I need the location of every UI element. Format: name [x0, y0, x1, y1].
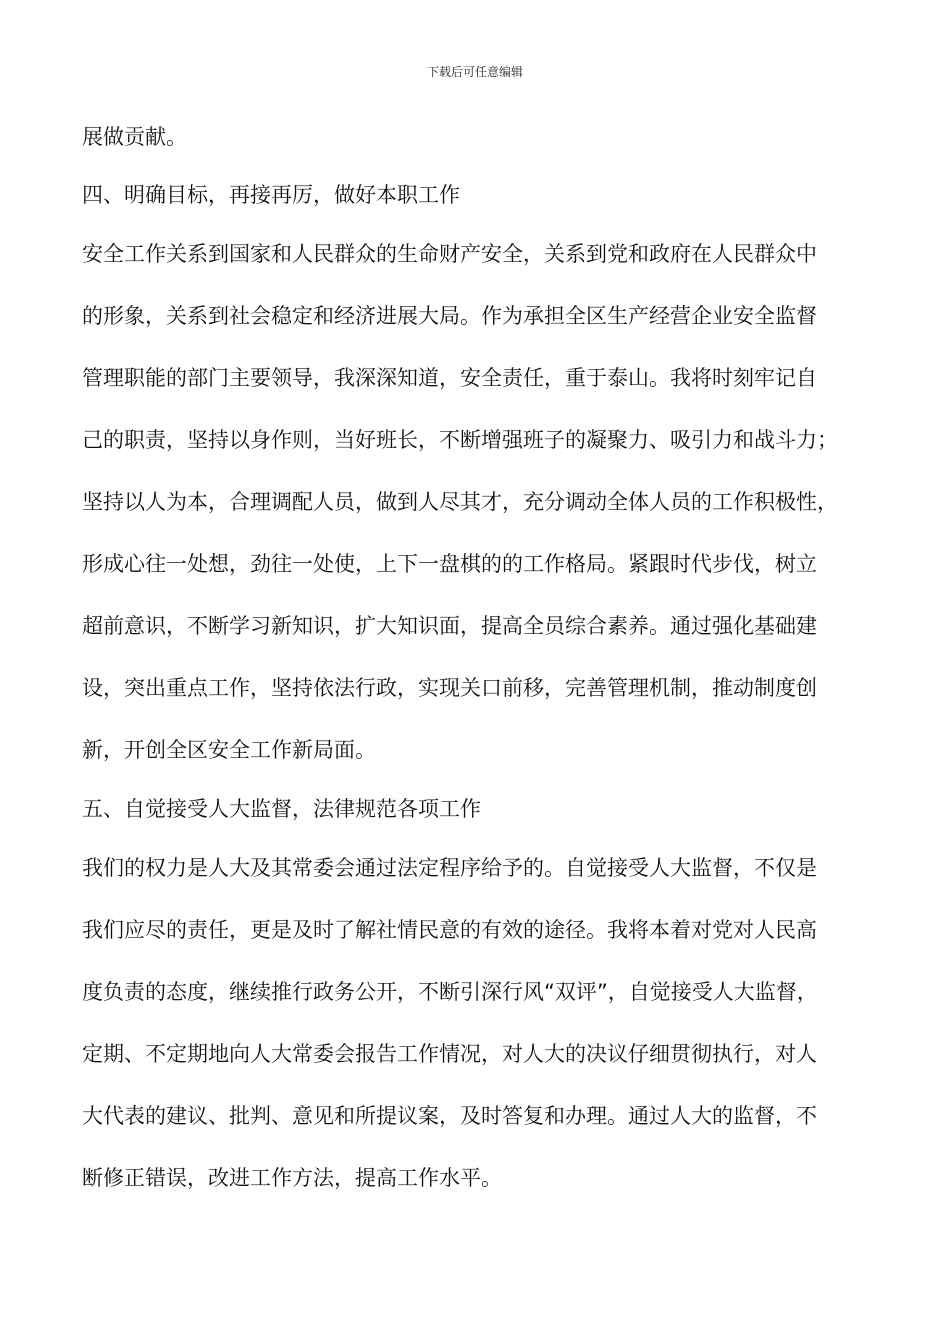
- paragraph-line: 己的职责，坚持以身作则，当好班长，不断增强班子的凝聚力、吸引力和战斗力；: [82, 428, 838, 452]
- paragraph-line: 展做贡献。: [82, 125, 187, 149]
- paragraph-line: 断修正错误，改进工作方法，提高工作水平。: [82, 1166, 502, 1190]
- page-header: 下载后可任意编辑: [426, 65, 523, 79]
- section-heading: 五、自觉接受人大监督，法律规范各项工作: [82, 797, 481, 821]
- paragraph-line: 安全工作关系到国家和人民群众的生命财产安全，关系到党和政府在人民群众中: [82, 242, 817, 266]
- paragraph-line: 的形象，关系到社会稳定和经济进展大局。作为承担全区生产经营企业安全监督: [82, 304, 817, 328]
- paragraph-line: 大代表的建议、批判、意见和所提议案，及时答复和办理。通过人大的监督，不: [82, 1104, 817, 1128]
- paragraph-line: 度负责的态度，继续推行政务公开，不断引深行风“双评”，自觉接受人大监督，: [82, 980, 818, 1004]
- paragraph-line: 形成心往一处想，劲往一处使，上下一盘棋的的工作格局。紧跟时代步伐，树立: [82, 552, 817, 576]
- section-heading: 四、明确目标，再接再厉，做好本职工作: [82, 183, 460, 207]
- paragraph-line: 我们的权力是人大及其常委会通过法定程序给予的。自觉接受人大监督，不仅是: [82, 856, 817, 880]
- paragraph-line: 新，开创全区安全工作新局面。: [82, 738, 376, 762]
- paragraph-line: 超前意识，不断学习新知识，扩大知识面，提高全员综合素养。通过强化基础建: [82, 614, 817, 638]
- paragraph-line: 坚持以人为本，合理调配人员，做到人尽其才，充分调动全体人员的工作积极性，: [82, 490, 838, 514]
- paragraph-line: 设，突出重点工作，坚持依法行政，实现关口前移，完善管理机制，推动制度创: [82, 676, 817, 700]
- paragraph-line: 管理职能的部门主要领导，我深深知道，安全责任，重于泰山。我将时刻牢记自: [82, 366, 817, 390]
- paragraph-line: 定期、不定期地向人大常委会报告工作情况，对人大的决议仔细贯彻执行，对人: [82, 1042, 817, 1066]
- paragraph-line: 我们应尽的责任，更是及时了解社情民意的有效的途径。我将本着对党对人民高: [82, 918, 817, 942]
